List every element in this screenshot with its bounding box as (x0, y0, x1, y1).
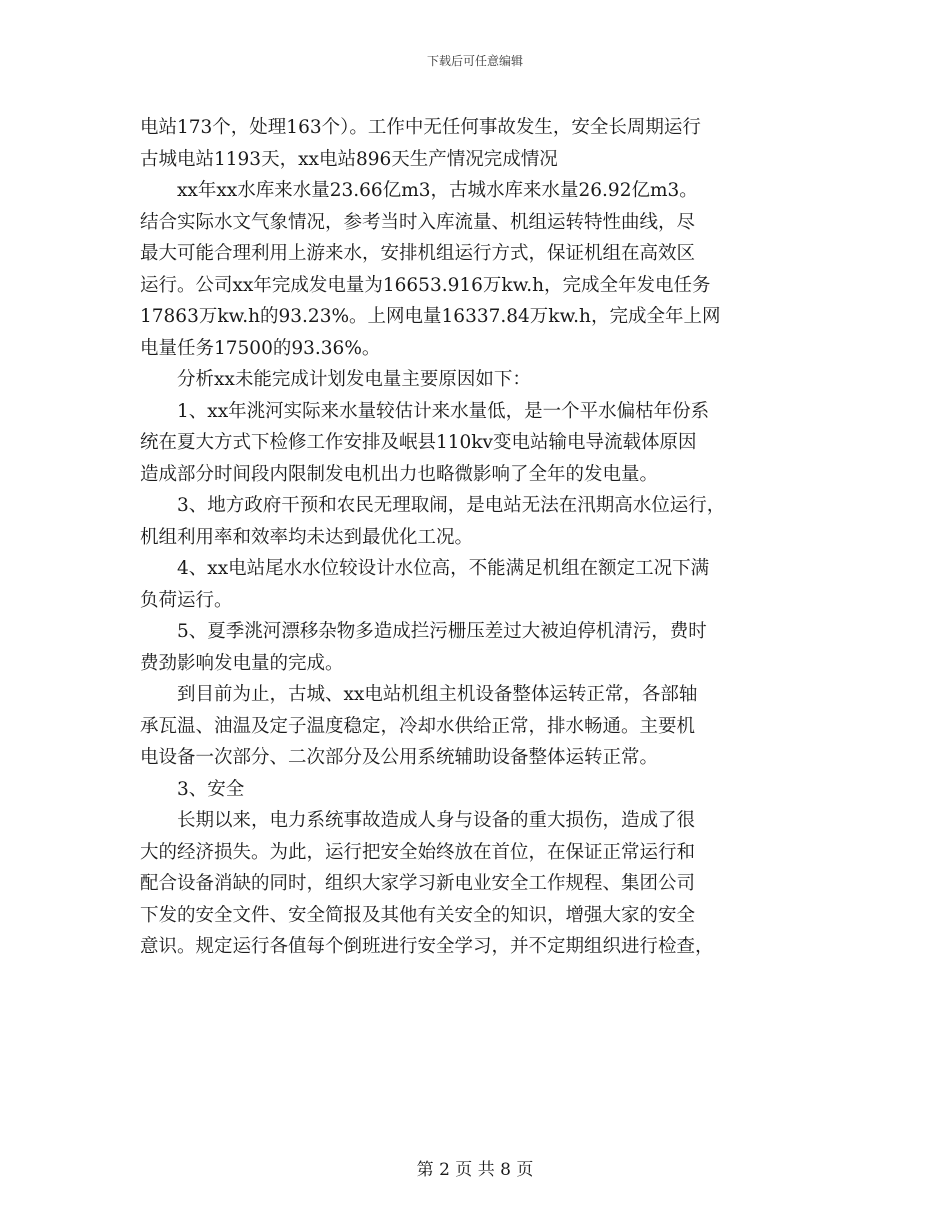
text-line: 5、夏季洮河漂移杂物多造成拦污栅压差过大被迫停机清污，费时 (177, 621, 707, 642)
text-line: 统在夏大方式下检修工作安排及岷县110kv变电站输电导流载体原因 (140, 432, 697, 453)
text-line: 结合实际水文气象情况，参考当时入库流量、机组运转特性曲线，尽 (140, 211, 696, 233)
text-line: 电量任务17500的93.36%。 (140, 337, 381, 359)
text-line: xx年xx水库来水量23.66亿m3，古城水库来水量26.92亿m3。 (177, 180, 698, 201)
text-line: 到目前为止，古城、xx电站机组主机设备整体运转正常，各部轴 (177, 684, 698, 705)
text-line: 运行。公司xx年完成发电量为16653.916万kw.h，完成全年发电任务 (140, 274, 711, 296)
text-line: 1、xx年洮河实际来水量较估计来水量低，是一个平水偏枯年份系 (177, 400, 710, 422)
text-line: 配合设备消缺的同时，组织大家学习新电业安全工作规程、集团公司 (140, 873, 696, 894)
text-line: 下发的安全文件、安全简报及其他有关安全的知识，增强大家的安全 (140, 904, 696, 926)
text-line: 意识。规定运行各值每个倒班进行安全学习，并不定期组织进行检查， (140, 936, 714, 957)
text-line: 古城电站1193天，xx电站896天生产情况完成情况 (140, 148, 558, 170)
text-line: 电设备一次部分、二次部分及公用系统辅助设备整体运转正常。 (140, 747, 659, 768)
text-line: 承瓦温、油温及定子温度稳定，冷却水供给正常，排水畅通。主要机 (140, 715, 696, 737)
text-line: 4、xx电站尾水水位较设计水位高，不能满足机组在额定工况下满 (177, 558, 710, 579)
page-number-footer: 第 2 页 共 8 页 (416, 1160, 534, 1180)
text-line: 费劲影响发电量的完成。 (140, 652, 344, 674)
text-line: 造成部分时间段内限制发电机出力也略微影响了全年的发电量。 (140, 463, 659, 485)
text-line: 分析xx未能完成计划发电量主要原因如下： (177, 369, 531, 390)
text-line: 负荷运行。 (140, 589, 233, 611)
section-heading: 3、安全 (177, 778, 245, 800)
text-line: 3、地方政府干预和农民无理取闹，是电站无法在汛期高水位运行， (177, 495, 726, 516)
text-line: 机组利用率和效率均未达到最优化工况。 (140, 526, 474, 548)
document-body (140, 112, 820, 963)
text-line: 17863万kw.h的93.23%。上网电量16337.84万kw.h，完成全年上网 (140, 306, 721, 327)
text-line: 大的经济损失。为此，运行把安全始终放在首位，在保证正常运行和 (140, 841, 696, 863)
page-header: 下载后可任意编辑 (426, 54, 523, 68)
text-line: 最大可能合理利用上游来水，安排机组运行方式，保证机组在高效区 (140, 243, 696, 264)
text-line: 长期以来，电力系统事故造成人身与设备的重大损伤，造成了很 (177, 810, 696, 831)
text-line: 电站173个，处理163个）。工作中无任何事故发生，安全长周期运行 (140, 117, 701, 138)
